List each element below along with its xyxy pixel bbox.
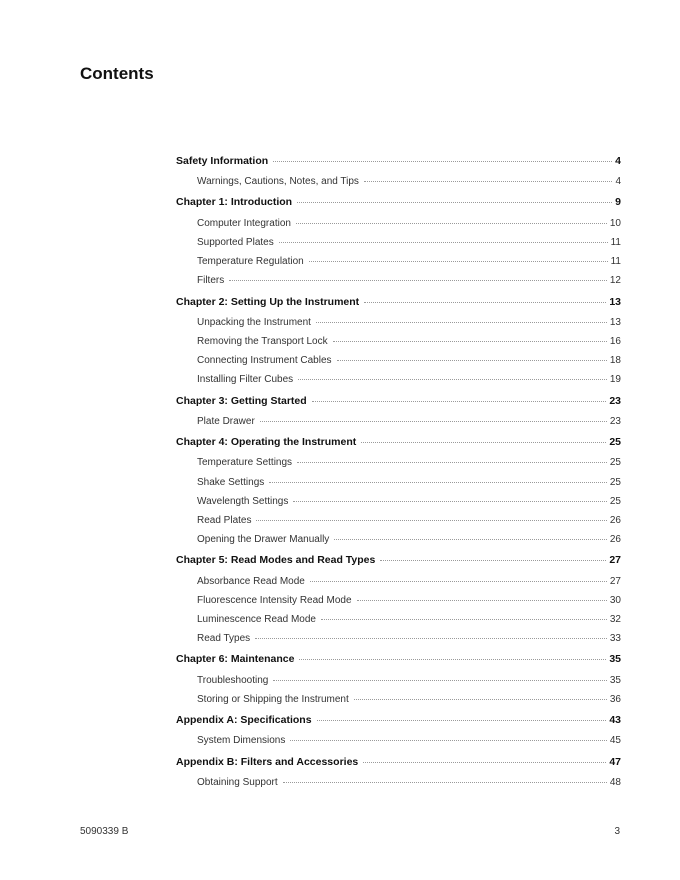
toc-entry-page-number: 23 bbox=[609, 415, 621, 427]
toc-entry-page-number: 18 bbox=[609, 355, 621, 367]
toc-entry-label: Computer Integration bbox=[197, 217, 291, 229]
toc-section-entry[interactable] bbox=[176, 252, 621, 271]
toc-dot-leader bbox=[357, 600, 607, 601]
toc-dot-leader bbox=[279, 242, 608, 243]
toc-section-entry[interactable] bbox=[176, 473, 621, 492]
toc-chapter-entry[interactable] bbox=[176, 191, 621, 213]
toc-dot-leader bbox=[296, 223, 607, 224]
toc-section-entry[interactable] bbox=[176, 172, 621, 191]
toc-dot-leader bbox=[273, 680, 607, 681]
toc-entry-label: Plate Drawer bbox=[197, 415, 255, 427]
toc-entry-label: Wavelength Settings bbox=[197, 495, 289, 507]
toc-entry-page-number: 45 bbox=[609, 735, 621, 747]
toc-dot-leader bbox=[255, 638, 607, 639]
toc-dot-leader bbox=[260, 421, 607, 422]
toc-entry-label: Appendix B: Filters and Accessories bbox=[176, 755, 359, 768]
toc-entry-page-number: 27 bbox=[609, 554, 621, 567]
toc-dot-leader bbox=[334, 539, 607, 540]
toc-entry-page-number: 9 bbox=[615, 196, 621, 209]
toc-entry-page-number: 11 bbox=[610, 256, 621, 268]
toc-entry-label: Removing the Transport Lock bbox=[197, 336, 328, 348]
toc-entry-page-number: 10 bbox=[609, 217, 621, 229]
toc-section-entry[interactable] bbox=[176, 690, 621, 709]
toc-entry-label: Luminescence Read Mode bbox=[197, 613, 316, 625]
toc-chapter-entry[interactable] bbox=[176, 549, 621, 571]
toc-chapter-entry[interactable] bbox=[176, 709, 621, 731]
toc-section-entry[interactable] bbox=[176, 492, 621, 511]
toc-entry-page-number: 25 bbox=[609, 436, 621, 449]
page-title: Contents bbox=[80, 64, 154, 83]
toc-section-entry[interactable] bbox=[176, 313, 621, 332]
toc-dot-leader bbox=[283, 782, 607, 783]
toc-entry-page-number: 16 bbox=[609, 336, 621, 348]
toc-section-entry[interactable] bbox=[176, 370, 621, 389]
toc-section-entry[interactable] bbox=[176, 511, 621, 530]
toc-entry-label: Safety Information bbox=[176, 155, 269, 167]
toc-entry-label: Filters bbox=[197, 275, 225, 287]
toc-entry-page-number: 12 bbox=[609, 275, 621, 287]
toc-entry-label: Obtaining Support bbox=[197, 776, 278, 788]
toc-entry-page-number: 26 bbox=[609, 534, 621, 546]
toc-entry-page-number: 43 bbox=[609, 714, 621, 727]
toc-dot-leader bbox=[273, 161, 612, 162]
toc-section-entry[interactable] bbox=[176, 629, 621, 648]
toc-dot-leader bbox=[364, 302, 606, 303]
toc-section-entry[interactable] bbox=[176, 332, 621, 351]
toc-entry-label: Unpacking the Instrument bbox=[197, 316, 311, 328]
toc-entry-page-number: 30 bbox=[609, 594, 621, 606]
toc-entry-page-number: 36 bbox=[609, 693, 621, 705]
toc-dot-leader bbox=[364, 181, 613, 182]
toc-dot-leader bbox=[256, 520, 606, 521]
toc-entry-page-number: 25 bbox=[609, 495, 621, 507]
toc-entry-page-number: 26 bbox=[609, 514, 621, 526]
toc-entry-page-number: 35 bbox=[609, 653, 621, 666]
toc-entry-page-number: 25 bbox=[609, 457, 621, 469]
toc-entry-label: Warnings, Cautions, Notes, and Tips bbox=[197, 176, 359, 188]
toc-section-entry[interactable] bbox=[176, 671, 621, 690]
toc-section-entry[interactable] bbox=[176, 453, 621, 472]
toc-dot-leader bbox=[317, 720, 607, 721]
toc-entry-label: Connecting Instrument Cables bbox=[197, 355, 332, 367]
toc-dot-leader bbox=[310, 581, 607, 582]
toc-entry-label: System Dimensions bbox=[197, 735, 286, 747]
toc-dot-leader bbox=[297, 202, 612, 203]
toc-dot-leader bbox=[380, 560, 606, 561]
toc-entry-page-number: 13 bbox=[609, 295, 621, 308]
toc-entry-label: Chapter 6: Maintenance bbox=[176, 653, 295, 666]
toc-section-entry[interactable] bbox=[176, 610, 621, 629]
toc-dot-leader bbox=[361, 442, 606, 443]
toc-entry-page-number: 33 bbox=[609, 633, 621, 645]
toc-entry-label: Chapter 2: Setting Up the Instrument bbox=[176, 295, 360, 308]
toc-entry-label: Temperature Regulation bbox=[197, 256, 304, 268]
toc-chapter-entry[interactable] bbox=[176, 431, 621, 453]
toc-dot-leader bbox=[269, 482, 607, 483]
toc-dot-leader bbox=[299, 659, 606, 660]
toc-entry-page-number: 11 bbox=[610, 236, 621, 248]
footer-page-number: 3 bbox=[614, 826, 620, 837]
toc-section-entry[interactable] bbox=[176, 271, 621, 290]
toc-entry-label: Chapter 1: Introduction bbox=[176, 196, 293, 209]
toc-entry-label: Fluorescence Intensity Read Mode bbox=[197, 594, 352, 606]
toc-dot-leader bbox=[229, 280, 607, 281]
toc-chapter-entry[interactable] bbox=[176, 150, 621, 172]
toc-entry-page-number: 47 bbox=[609, 755, 621, 768]
toc-entry-page-number: 35 bbox=[609, 674, 621, 686]
toc-dot-leader bbox=[333, 341, 607, 342]
toc-entry-label: Shake Settings bbox=[197, 476, 265, 488]
toc-entry-page-number: 19 bbox=[609, 374, 621, 386]
toc-dot-leader bbox=[293, 501, 607, 502]
toc-entry-page-number: 25 bbox=[609, 476, 621, 488]
toc-section-entry[interactable] bbox=[176, 351, 621, 370]
toc-entry-page-number: 23 bbox=[609, 394, 621, 407]
toc-section-entry[interactable] bbox=[176, 773, 621, 792]
toc-entry-label: Temperature Settings bbox=[197, 457, 293, 469]
toc-dot-leader bbox=[297, 462, 607, 463]
toc-entry-label: Storing or Shipping the Instrument bbox=[197, 693, 349, 705]
toc-section-entry[interactable] bbox=[176, 530, 621, 549]
toc-dot-leader bbox=[309, 261, 608, 262]
toc-dot-leader bbox=[337, 360, 607, 361]
toc-entry-label: Read Plates bbox=[197, 514, 252, 526]
toc-entry-page-number: 4 bbox=[615, 155, 621, 167]
toc-chapter-entry[interactable] bbox=[176, 390, 621, 412]
toc-entry-label: Chapter 3: Getting Started bbox=[176, 394, 307, 407]
toc-entry-page-number: 32 bbox=[609, 613, 621, 625]
toc-entry-label: Supported Plates bbox=[197, 236, 274, 248]
toc-entry-label: Chapter 5: Read Modes and Read Types bbox=[176, 554, 376, 567]
toc-entry-page-number: 13 bbox=[609, 316, 621, 328]
toc-entry-page-number: 48 bbox=[609, 776, 621, 788]
toc-entry-label: Read Types bbox=[197, 633, 251, 645]
toc-section-entry[interactable] bbox=[176, 591, 621, 610]
toc-dot-leader bbox=[316, 322, 607, 323]
toc-chapter-entry[interactable] bbox=[176, 648, 621, 670]
toc-dot-leader bbox=[354, 699, 607, 700]
toc-entry-label: Appendix A: Specifications bbox=[176, 714, 312, 727]
toc-chapter-entry[interactable] bbox=[176, 751, 621, 773]
toc-chapter-entry[interactable] bbox=[176, 291, 621, 313]
toc-section-entry[interactable] bbox=[176, 731, 621, 750]
toc-entry-label: Absorbance Read Mode bbox=[197, 575, 305, 587]
toc-dot-leader bbox=[298, 379, 607, 380]
toc-entry-page-number: 27 bbox=[609, 575, 621, 587]
toc-dot-leader bbox=[312, 401, 607, 402]
toc-section-entry[interactable] bbox=[176, 412, 621, 431]
toc-entry-label: Chapter 4: Operating the Instrument bbox=[176, 436, 357, 449]
toc-dot-leader bbox=[363, 762, 606, 763]
table-of-contents bbox=[176, 150, 621, 792]
toc-entry-page-number: 4 bbox=[615, 176, 621, 188]
toc-section-entry[interactable] bbox=[176, 233, 621, 252]
toc-dot-leader bbox=[290, 740, 607, 741]
toc-section-entry[interactable] bbox=[176, 572, 621, 591]
toc-entry-label: Opening the Drawer Manually bbox=[197, 534, 330, 546]
toc-dot-leader bbox=[321, 619, 607, 620]
toc-entry-label: Troubleshooting bbox=[197, 674, 269, 686]
footer-document-id: 5090339 B bbox=[80, 826, 129, 837]
toc-entry-label: Installing Filter Cubes bbox=[197, 374, 294, 386]
toc-section-entry[interactable] bbox=[176, 214, 621, 233]
